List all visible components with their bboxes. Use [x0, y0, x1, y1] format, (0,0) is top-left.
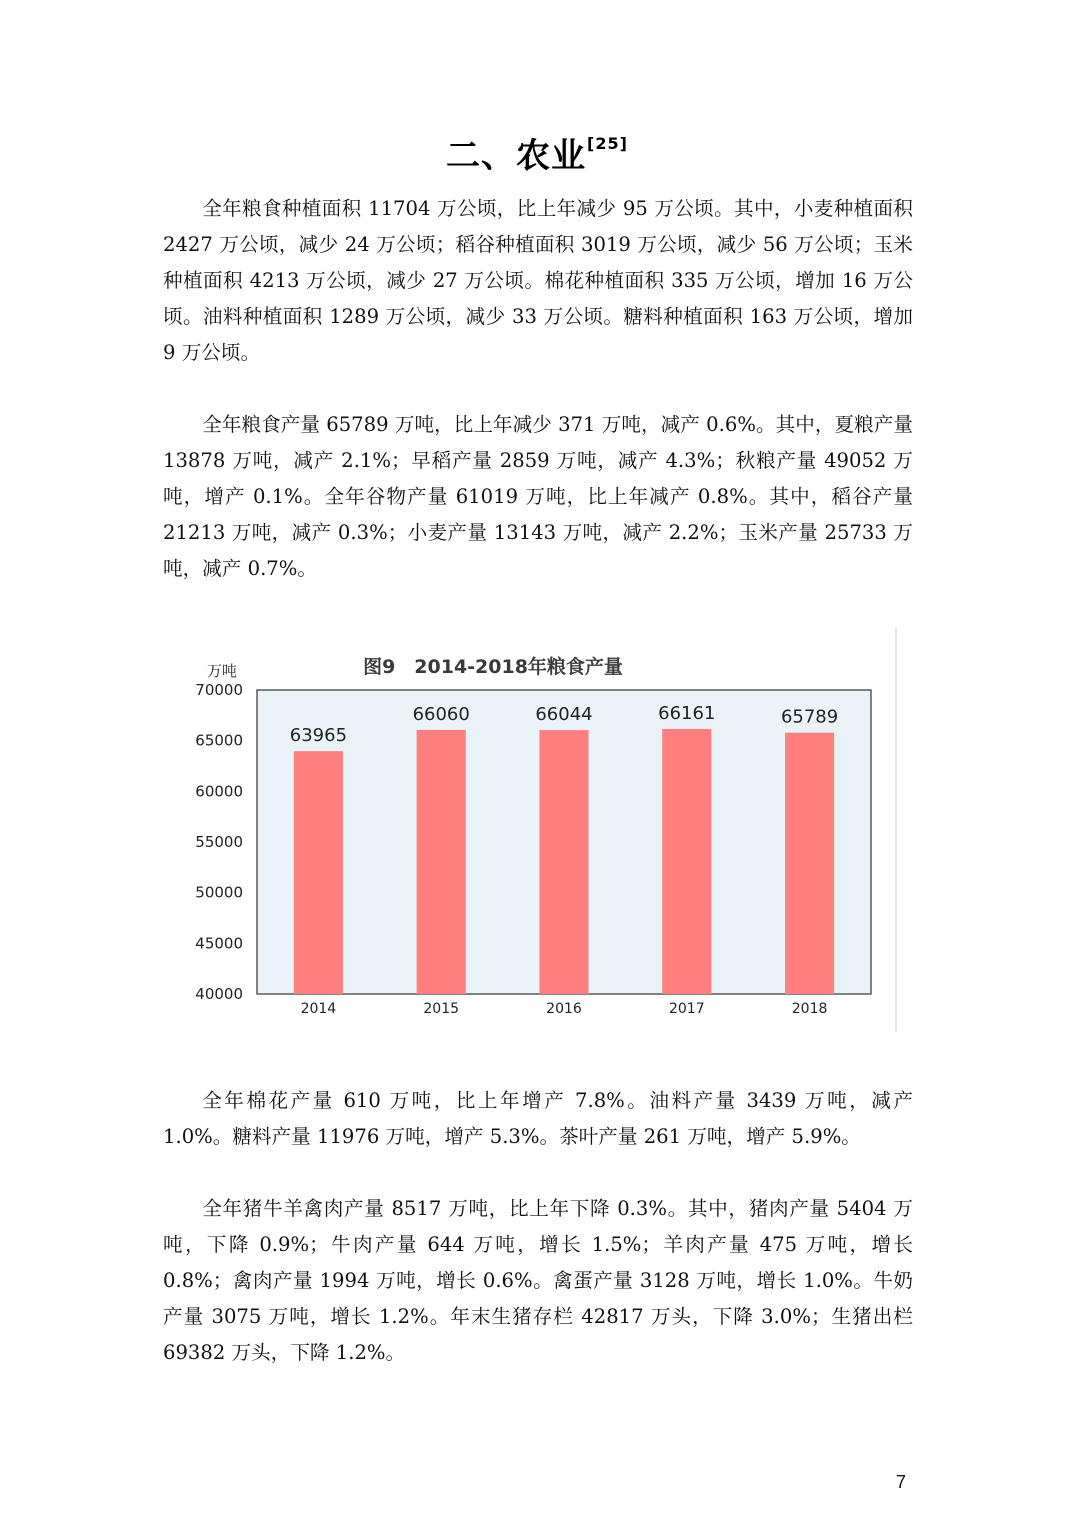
bar-2018	[785, 733, 834, 994]
chart-title: 图9 2014-2018年粮食产量	[363, 656, 623, 678]
grain-output-chart	[183, 628, 897, 1032]
bar-2014	[294, 751, 343, 994]
chart-svg	[183, 628, 893, 1032]
section-title-text: 二、农业	[446, 136, 587, 176]
bar-2017	[662, 729, 711, 994]
y-tick-label: 65000	[195, 731, 243, 750]
x-tick-label-2015: 2015	[423, 1001, 460, 1017]
data-label-2016: 66044	[535, 704, 593, 726]
section-title-reference: [25]	[587, 134, 628, 153]
y-tick-label: 60000	[195, 782, 243, 801]
data-label-2014: 63965	[289, 725, 348, 747]
x-tick-label-2014: 2014	[300, 1001, 337, 1017]
paragraph-livestock: 全年猪牛羊禽肉产量 8517 万吨，比上年下降 0.3%。其中，猪肉产量 5404 万吨，下降 0.9%；牛肉产量 644 万吨，增长 1.5%；羊肉产量 475 万吨，增长 0.8%；禽肉产量 1994 万吨，增长 0.6%。禽蛋产量 3128 万吨，增长 1.0%。牛奶产量 3075 万吨，增长 1.2%。年末生猪存栏 42817 万头，下降 3.0%；生猪出栏 69382 万头，下降 1.2%。	[163, 1197, 913, 1364]
paragraph-planting-area: 全年粮食种植面积 11704 万公顷，比上年减少 95 万公顷。其中，小麦种植面积 2427 万公顷，减少 24 万公顷；稻谷种植面积 3019 万公顷，减少 56 万公顷；玉米种植面积 4213 万公顷，减少 27 万公顷。棉花种植面积 335 万公顷，增加 16 万公顷。油料种植面积 1289 万公顷，减少 33 万公顷。糖料种植面积 163 万公顷，增加 9 万公顷。	[163, 197, 913, 364]
y-tick-label: 70000	[195, 681, 243, 699]
y-axis-ticks	[195, 681, 243, 1003]
x-tick-label-2018: 2018	[791, 1001, 828, 1017]
y-axis-label: 万吨	[207, 662, 238, 680]
data-label-2017: 66161	[658, 702, 716, 724]
paragraph-cash-crops: 全年棉花产量 610 万吨，比上年增产 7.8%。油料产量 3439 万吨，减产 1.0%。糖料产量 11976 万吨，增产 5.3%。茶叶产量 261 万吨，增产 5.9%。	[163, 1089, 913, 1148]
bar-2015	[417, 730, 466, 994]
section-title	[0, 128, 1074, 177]
data-label-2018: 65789	[780, 706, 839, 728]
y-tick-label: 45000	[195, 934, 243, 953]
x-tick-label-2016: 2016	[546, 1001, 582, 1017]
y-tick-label: 40000	[195, 985, 243, 1003]
x-tick-label-2017: 2017	[668, 1001, 705, 1017]
y-tick-label: 55000	[195, 833, 243, 851]
y-tick-label: 50000	[195, 883, 243, 902]
data-label-2015: 66060	[412, 703, 470, 725]
bar-2016	[539, 730, 588, 994]
x-axis-ticks	[301, 1001, 828, 1017]
page-number: 7	[896, 1472, 907, 1492]
paragraph-grain-output: 全年粮食产量 65789 万吨，比上年减少 371 万吨，减产 0.6%。其中，夏粮产量 13878 万吨，减产 2.1%；早稻产量 2859 万吨，减产 4.3%；秋粮产量 49052 万吨，增产 0.1%。全年谷物产量 61019 万吨，比上年减产 0.8%。其中，稻谷产量 21213 万吨，减产 0.3%；小麦产量 13143 万吨，减产 2.2%；玉米产量 25733 万吨，减产 0.7%。	[163, 413, 913, 580]
